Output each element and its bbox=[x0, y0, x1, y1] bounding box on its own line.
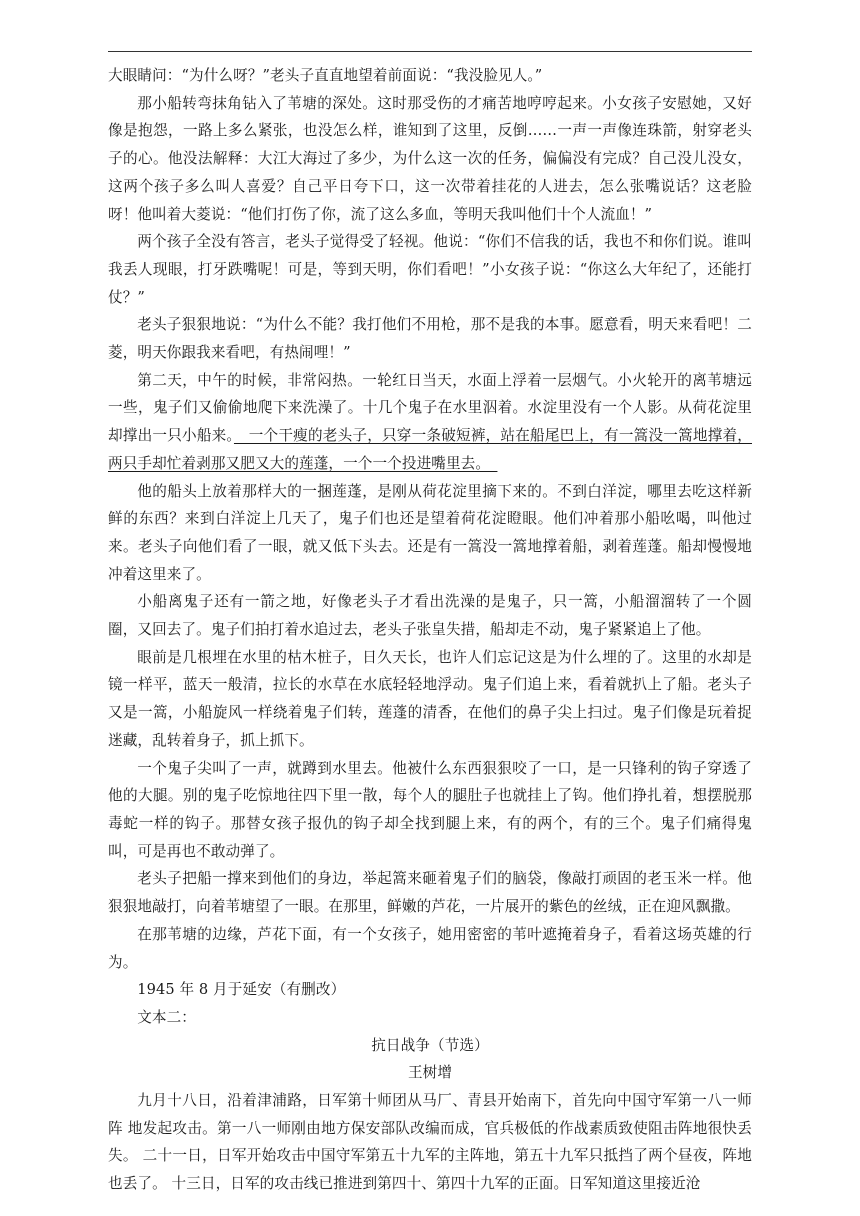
paragraph: 两个孩子全没有答言，老头子觉得受了轻视。他说：“你们不信我的话，我也不和你们说。谁叫我丢人现眼，打牙跌嘴呢！可是，等到天明，你们看吧！”小女孩子说：“你这么大年纪了，还能打仗？” bbox=[108, 233, 752, 306]
underlined-sentence: 一个干瘦的老头子，只穿一条破短裤，站在船尾巴上，有一篙没一篙地撑着，两只手却忙着剥那又肥又大的莲蓬，一个一个投进嘴里去。 bbox=[108, 427, 752, 472]
paragraph: 小船离鬼子还有一箭之地，好像老头子才看出洗澡的是鬼子，只一篙，小船溜溜转了一个圆圈，又回去了。鬼子们拍打着水追过去，老头子张皇失措，船却走不动，鬼子紧紧追上了他。 bbox=[108, 593, 752, 639]
paragraph-text: 第二天，中午的时候，非常闷热。一轮红日当天，水面上浮着一层烟气。小火轮开的离苇塘远一些，鬼子们又偷偷地爬下来洗澡了。十几个鬼子在水里泅着。水淀里没有一个人影。从荷花淀里却撑出一只小船来。 bbox=[108, 371, 752, 445]
paragraph bbox=[108, 367, 752, 478]
paragraph: 在那苇塘的边缘，芦花下面，有一个女孩子，她用密密的苇叶遮掩着身子，看着这场英雄的行为。 bbox=[108, 925, 752, 971]
section-title: 抗日战争（节选） bbox=[371, 1036, 489, 1054]
date-line: 1945 年 8 月于延安（有删改） bbox=[137, 981, 346, 999]
paragraph: 那小船转弯抹角钻入了苇塘的深处。这时那受伤的才痛苦地哼哼起来。小女孩子安慰她，又好像是抱怨，一路上多么紧张，也没怎么样，谁知到了这里，反倒……一声一声像连珠箭，射穿老头子的心。他没法解释：大江大海过了多少，为什么这一次的任务，偏偏没有完成？自己没儿没女，这两个孩子多么叫人喜爱？自己平日夸下口，这一次带着挂花的人进去，怎么张嘴说话？这老脸呀！他叫着大菱说：“他们打伤了你，流了这么多血，等明天我叫他们十个人流血！” bbox=[108, 94, 752, 223]
paragraph: 大眼睛问：“为什么呀？”老头子直直地望着前面说：“我没脸见人。” bbox=[108, 67, 543, 84]
author-name: 王树增 bbox=[407, 1064, 453, 1082]
paragraph: 一个鬼子尖叫了一声，就蹲到水里去。他被什么东西狠狠咬了一口，是一只锋利的钩子穿透了他的大腿。别的鬼子吃惊地往四下里一散，每个人的腿肚子也就挂上了钩。他们挣扎着，想摆脱那毒蛇一样的钩子。那替女孩子报仇的钩子却全找到腿上来，有的两个，有的三个。鬼子们痛得鬼叫，可是再也不敢动弹了。 bbox=[108, 759, 752, 860]
section-label: 文本二： bbox=[137, 1008, 196, 1026]
header-rule bbox=[108, 51, 752, 52]
paragraph: 他的船头上放着那样大的一捆莲蓬，是刚从荷花淀里摘下来的。不到白洋淀，哪里去吃这样新鲜的东西？来到白洋淀上几天了，鬼子们也还是望着荷花淀瞪眼。他们冲着那小船吆喝，叫他过来。老头子向他们看了一眼，就又低下头去。还是有一篙没一篙地撑着船，剥着莲蓬。船却慢慢地冲着这里来了。 bbox=[108, 482, 752, 583]
paragraph: 老头子狠狠地说：“为什么不能？我打他们不用枪，那不是我的本事。愿意看，明天来看吧！二菱，明天你跟我来看吧，有热闹哩！” bbox=[108, 316, 752, 362]
paragraph: 老头子把船一撑来到他们的身边，举起篙来砸着鬼子们的脑袋，像敲打顽固的老玉米一样。他狠狠地敲打，向着苇塘望了一眼。在那里，鲜嫩的芦花，一片展开的紫色的丝绒，正在迎风飘撒。 bbox=[108, 870, 752, 916]
paragraph: 九月十八日，沿着津浦路，日军第十师团从马厂、青县开始南下，首先向中国守军第一八一师阵 地发起攻击。第一八一师刚由地方保安部队改编而成，官兵极低的作战素质致使阻击阵地很快丢失。 二十一日，日军开始攻击中国守军第五十九军的主阵地，第五十九军只抵挡了两个昼夜，阵地也丢了。 十三日，日军的攻击线已推进到第四十、第四十九军的正面。日军知道这里接近沧 bbox=[108, 1092, 752, 1193]
paragraph: 眼前是几根埋在水里的枯木桩子，日久天长，也许人们忘记这是为什么埋的了。这里的水却是镜一样平，蓝天一般清，拉长的水草在水底轻轻地浮动。鬼子们追上来，看着就扒上了船。老头子又是一篙，小船旋风一样绕着鬼子们转，莲蓬的清香，在他们的鼻子尖上扫过。鬼子们像是玩着捉迷藏，乱转着身子，抓上抓下。 bbox=[108, 648, 752, 749]
document-body bbox=[108, 62, 752, 1198]
